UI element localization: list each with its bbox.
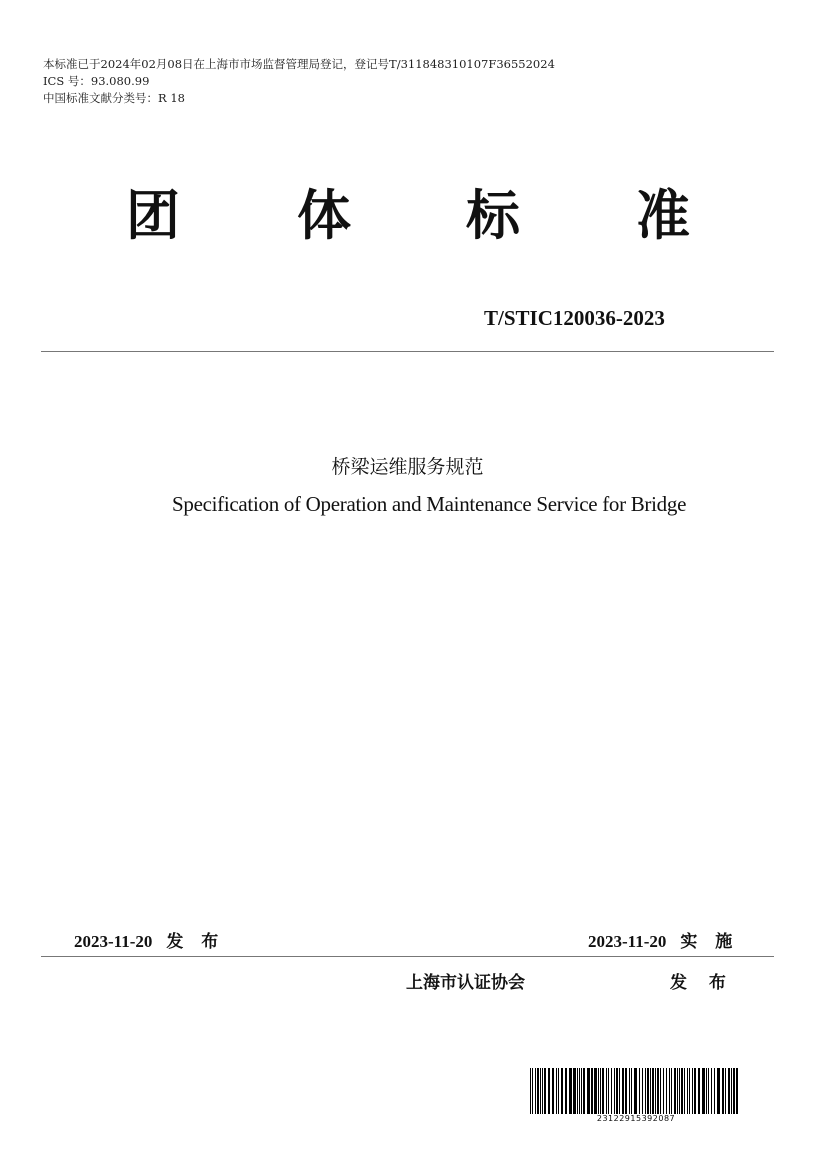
issue-date-row	[74, 927, 224, 952]
barcode-bar	[698, 1068, 700, 1114]
barcode-bar	[669, 1068, 670, 1114]
barcode-bar	[702, 1068, 705, 1114]
english-title: Specification of Operation and Maintenance Service for Bridge	[172, 492, 687, 516]
barcode-bar	[706, 1068, 707, 1114]
barcode-bar	[663, 1068, 664, 1114]
barcode-bar	[689, 1068, 690, 1114]
barcode-bar	[569, 1068, 572, 1114]
barcode-bar	[614, 1068, 615, 1114]
barcode-bar	[602, 1068, 604, 1114]
barcode-bar	[677, 1068, 678, 1114]
barcode-bar	[556, 1068, 557, 1114]
classification-number: 中国标准文献分类号：R 18	[43, 91, 185, 105]
barcode-bar	[629, 1068, 630, 1114]
barcode-bar	[561, 1068, 563, 1114]
barcode-bar	[674, 1068, 676, 1114]
barcode-bar	[558, 1068, 559, 1114]
publisher-verb: 发 布	[670, 973, 734, 993]
barcode-bar	[611, 1068, 612, 1114]
barcode-bar	[687, 1068, 688, 1114]
barcode-bar	[684, 1068, 685, 1114]
implementation-date-row	[588, 927, 738, 952]
barcode-bar	[711, 1068, 712, 1114]
registration-line: 本标准已于2024年02月08日在上海市市场监督管理局登记，登记号T/311848310107F36552024	[43, 57, 555, 71]
barcode-bar	[722, 1068, 724, 1114]
heading-char-3: 标	[466, 184, 520, 247]
barcode-bar	[532, 1068, 533, 1114]
barcode-bar	[606, 1068, 607, 1114]
barcode-bar	[530, 1068, 531, 1114]
group-standard-heading	[0, 184, 815, 254]
barcode-bar	[600, 1068, 601, 1114]
top-divider	[41, 351, 774, 352]
barcode-bar	[587, 1068, 590, 1114]
standard-number: T/STIC120036-2023	[484, 306, 665, 330]
barcode-bar	[708, 1068, 709, 1114]
barcode-bar	[650, 1068, 651, 1114]
barcode-bar	[577, 1068, 578, 1114]
heading-char-4: 准	[636, 184, 690, 247]
barcode-bar	[647, 1068, 649, 1114]
chinese-title: 桥梁运维服务规范	[331, 456, 484, 478]
barcode-bar	[537, 1068, 539, 1114]
barcode-bar	[565, 1068, 567, 1114]
barcode-bar	[579, 1068, 580, 1114]
barcode-bar	[594, 1068, 597, 1114]
barcode-bar	[728, 1068, 730, 1114]
barcode-bar	[581, 1068, 582, 1114]
barcode-bar	[652, 1068, 654, 1114]
barcode-bar	[725, 1068, 726, 1114]
barcode-bar	[655, 1068, 656, 1114]
barcode-bar	[714, 1068, 715, 1114]
ics-number: ICS 号：93.080.99	[43, 74, 150, 88]
barcode-bar	[639, 1068, 640, 1114]
publisher-name: 上海市认证协会	[406, 973, 525, 993]
barcode-bar	[666, 1068, 667, 1114]
barcode-bar	[634, 1068, 637, 1114]
registration-info	[43, 56, 555, 107]
barcode-bar	[694, 1068, 696, 1114]
issue-label: 发 布	[166, 932, 225, 952]
barcode-bar	[573, 1068, 576, 1114]
implementation-date: 2023-11-20	[588, 932, 667, 951]
barcode-bar	[608, 1068, 609, 1114]
barcode-bar	[591, 1068, 593, 1114]
barcode-image	[530, 1068, 742, 1114]
barcode-bar	[642, 1068, 643, 1114]
barcode-bar	[733, 1068, 735, 1114]
barcode-bar	[681, 1068, 683, 1114]
barcode-bar	[692, 1068, 693, 1114]
barcode-bar	[717, 1068, 720, 1114]
barcode-bar	[542, 1068, 543, 1114]
barcode-bar	[645, 1068, 646, 1114]
barcode-bar	[619, 1068, 620, 1114]
barcode-bar	[622, 1068, 624, 1114]
heading-char-2: 体	[297, 184, 351, 247]
barcode-bar	[616, 1068, 618, 1114]
barcode-number: 23122915392087	[596, 1114, 676, 1123]
barcode-bar	[671, 1068, 672, 1114]
barcode-bar	[657, 1068, 659, 1114]
barcode-bar	[625, 1068, 627, 1114]
barcode-bar	[598, 1068, 599, 1114]
bottom-divider	[41, 956, 774, 957]
implementation-label: 实 施	[680, 932, 739, 952]
barcode-bar	[544, 1068, 546, 1114]
barcode-bar	[660, 1068, 661, 1114]
barcode-bar	[631, 1068, 632, 1114]
barcode-bar	[583, 1068, 585, 1114]
issue-date: 2023-11-20	[74, 932, 153, 951]
barcode-bar	[540, 1068, 541, 1114]
heading-char-1: 团	[126, 184, 180, 247]
barcode-bar	[535, 1068, 536, 1114]
barcode-bar	[731, 1068, 732, 1114]
barcode-bar	[679, 1068, 680, 1114]
barcode-bar	[552, 1068, 554, 1114]
barcode-bar	[736, 1068, 738, 1114]
barcode-bar	[548, 1068, 550, 1114]
